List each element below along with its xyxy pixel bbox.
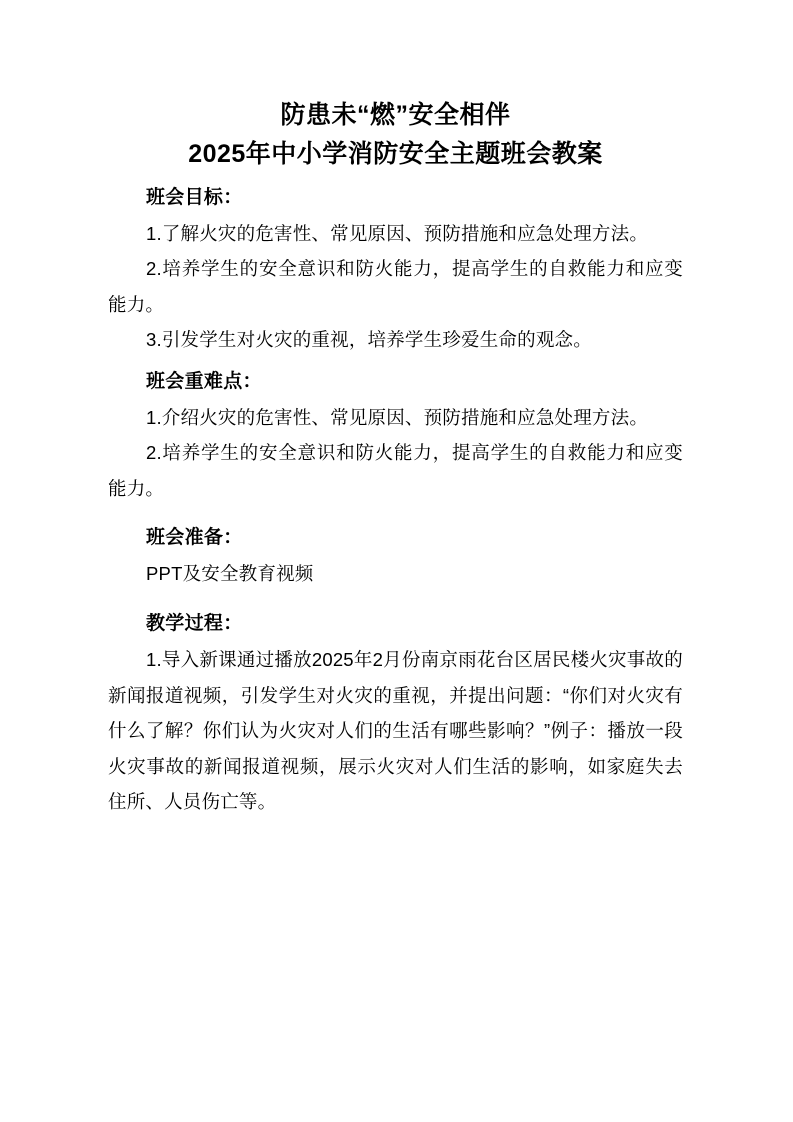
section-preparation [108, 520, 683, 592]
section-teaching-process [108, 606, 683, 820]
title-line-2: 2025年中小学消防安全主题班会教案 [188, 139, 603, 168]
paragraph: 2.培养学生的安全意识和防火能力，提高学生的自救能力和应变能力。 [108, 442, 683, 499]
paragraph: 1.导入新课通过播放2025年2月份南京雨花台区居民楼火灾事故的新闻报道视频，引发学生对火灾的重视，并提出问题：“你们对火灾有什么了解？你们认为火灾对人们的生活有哪些影响？”例子：播放一段火灾事故的新闻报道视频，展示火灾对人们生活的影响，如家庭失去住所、人员伤亡等。 [108, 649, 683, 813]
section-heading: 班会重难点： [146, 370, 262, 392]
section-heading: 教学过程： [146, 612, 243, 634]
paragraph: 3.引发学生对火灾的重视，培养学生珍爱生命的观念。 [146, 329, 592, 351]
page-title [108, 96, 683, 174]
paragraph: 1.了解火灾的危害性、常见原因、预防措施和应急处理方法。 [146, 222, 649, 244]
spacer [108, 592, 683, 600]
section-key-points [108, 364, 683, 507]
section-heading: 班会目标： [146, 186, 243, 208]
paragraph: 1.介绍火灾的危害性、常见原因、预防措施和应急处理方法。 [146, 406, 649, 428]
paragraph: PPT及安全教育视频 [146, 563, 314, 585]
spacer [108, 506, 683, 514]
section-objectives [108, 180, 683, 358]
paragraph: 2.培养学生的安全意识和防火能力，提高学生的自救能力和应变能力。 [108, 258, 683, 315]
section-heading: 班会准备： [146, 527, 243, 549]
title-line-1: 防患未“燃”安全相伴 [280, 101, 511, 129]
